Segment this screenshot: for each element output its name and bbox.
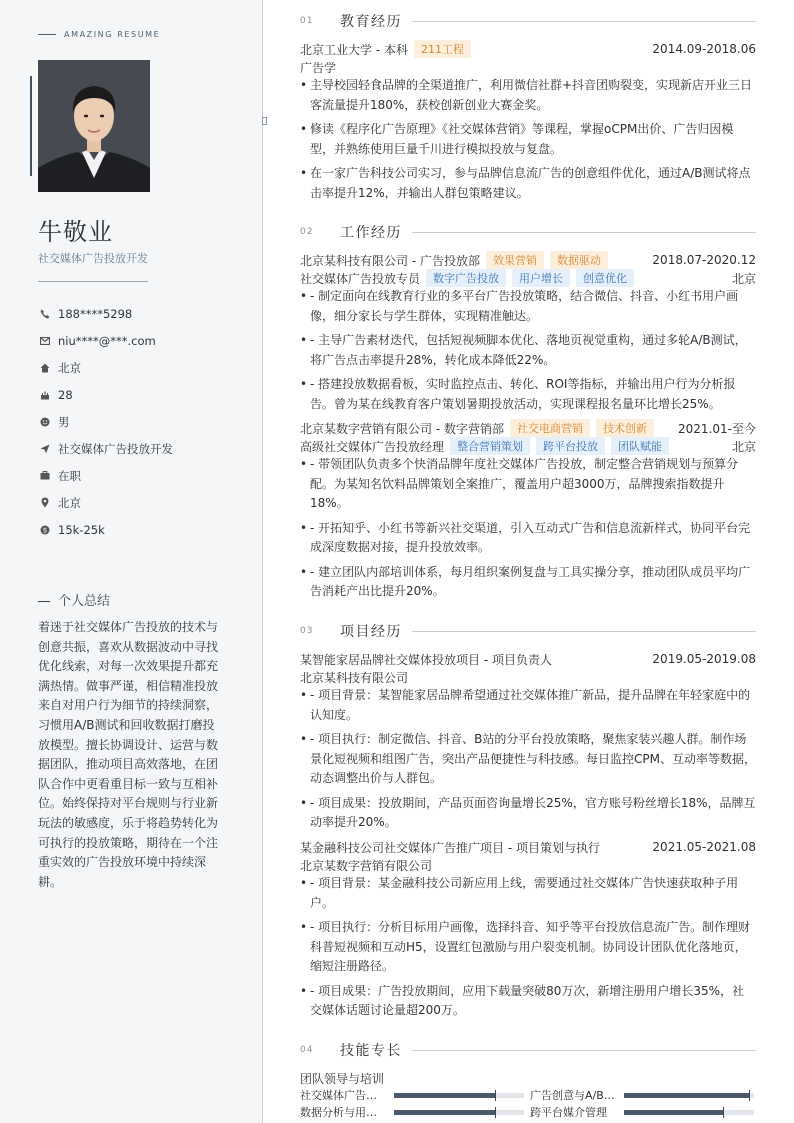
skill-item [530, 1087, 754, 1103]
home-icon [38, 361, 52, 375]
list-item: • - 主导广告素材迭代，包括短视频脚本优化、落地页视觉重构，通过多轮A/B测试，将广告点击率提升28%，转化成本降低22%。 [300, 331, 756, 370]
project-dates: 2019.05-2019.08 [652, 652, 756, 666]
job-company: 北京某科技有限公司 - 广告投放部 [300, 253, 480, 268]
education-dates: 2014.09-2018.06 [652, 42, 756, 56]
skill-bar-marker [495, 1090, 496, 1101]
skill-label: 广告创意与A/B… [530, 1089, 615, 1102]
divider-marker [262, 117, 267, 125]
position-tag: 数字广告投放 [426, 269, 506, 287]
project-name: 某智能家居品牌社交媒体投放项目 - 项目负责人 [300, 652, 552, 667]
section-number: 03 [300, 626, 314, 636]
info-phone [38, 300, 173, 327]
job-city: 北京 [731, 439, 756, 454]
info-age-text: 28 [58, 387, 73, 402]
list-item: • - 带领团队负责多个快消品牌年度社交媒体广告投放，制定整合营销规划与预算分配。为某知名饮料品牌策划全案推广，覆盖用户超3000万，品牌搜索指数提升18%。 [300, 455, 756, 514]
info-phone-text: 188****5298 [58, 306, 133, 321]
job-tag: 效果营销 [486, 251, 544, 269]
list-item: • 主导校园轻食品牌的全渠道推广，利用微信社群+抖音团购裂变，实现新店开业三日客流量提升180%，获校创新创业大赛金奖。 [300, 76, 756, 115]
job-company-row [300, 251, 756, 269]
list-item: • 在一家广告科技公司实习，参与品牌信息流广告的创意组件优化，通过A/B测试将点击率提升12%，并输出人群包策略建议。 [300, 164, 756, 203]
project-org: 北京某数字营销有限公司 [300, 858, 433, 873]
candidate-name: 牛敬业 [38, 218, 113, 246]
education-header [300, 11, 756, 31]
send-icon [38, 442, 52, 456]
job-bullets [300, 287, 756, 419]
salary-icon [38, 523, 52, 537]
job-position: 高级社交媒体广告投放经理 [300, 439, 445, 454]
list-item: • - 制定面向在线教育行业的多平台广告投放策略，结合微信、抖音、小红书用户画像，细分家长与学生群体，实现精准触达。 [300, 287, 756, 326]
education-bullets [300, 76, 756, 208]
info-gender [38, 408, 173, 435]
education-school-row [300, 40, 756, 58]
skill-bar-fill [394, 1110, 495, 1115]
position-tag: 整合营销策划 [450, 437, 530, 455]
skill-bar [394, 1110, 524, 1115]
position-tag: 创意优化 [576, 269, 634, 287]
education-major-row [300, 58, 756, 76]
info-age [38, 381, 173, 408]
sidebar [0, 0, 263, 1123]
info-location-text: 北京 [58, 495, 81, 510]
list-item: • - 项目执行：分析目标用户画像，选择抖音、知乎等平台投放信息流广告。制作理财科普短视频和互动H5，设置红包激励与用户裂变机制。协同设计团队优化落地页，缩短注册路径。 [300, 918, 756, 977]
info-status [38, 462, 173, 489]
position-tag: 用户增长 [512, 269, 570, 287]
skill-bar-marker [495, 1107, 496, 1118]
job-city: 北京 [731, 271, 756, 286]
job-tag: 数据驱动 [550, 251, 608, 269]
project-org-row [300, 668, 756, 686]
info-salary-text: 15k-25k [58, 522, 105, 537]
role-divider [38, 281, 148, 282]
svg-text:$: $ [42, 526, 48, 535]
section-number: 02 [300, 227, 314, 237]
skill-bar [394, 1093, 524, 1098]
list-item: • - 项目执行：制定微信、抖音、B站的分平台投放策略，聚焦家装兴趣人群。制作场景化短视频和组图广告，突出产品便捷性与科技感。每日监控CPM、互动率等数据，动态调整出价与人群包。 [300, 730, 756, 789]
job-company: 北京某数字营销有限公司 - 数字营销部 [300, 421, 504, 436]
info-status-text: 在职 [58, 468, 81, 483]
person-icon [38, 415, 52, 429]
info-home-text: 北京 [58, 360, 81, 375]
project-name-row [300, 650, 756, 668]
skill-item [300, 1104, 524, 1120]
briefcase-icon [38, 469, 52, 483]
phone-icon [38, 307, 52, 321]
profile-photo [38, 60, 150, 192]
section-title: 技能专长 [340, 1043, 402, 1059]
section-rule [412, 232, 756, 233]
section-rule [412, 1050, 756, 1051]
school-tag: 211工程 [414, 40, 471, 58]
project-dates: 2021.05-2021.08 [652, 840, 756, 854]
summary-title: 个人总结 [38, 590, 110, 609]
job-tag: 技术创新 [596, 419, 654, 437]
skill-bar-fill [624, 1110, 723, 1115]
info-home [38, 354, 173, 381]
skill-bar [624, 1110, 754, 1115]
skill-bar-marker [723, 1107, 724, 1118]
list-item: • - 建立团队内部培训体系，每月组织案例复盘与工具实操分享，推动团队成员平均广告消耗产出比提升20%。 [300, 563, 756, 602]
project-name-row [300, 838, 756, 856]
skill-label: 跨平台媒介管理 [530, 1106, 607, 1119]
list-item: • - 项目成果：投放期间，产品页面咨询量增长25%，官方账号粉丝增长18%，品牌互动率提升20%。 [300, 794, 756, 833]
email-icon [38, 334, 52, 348]
info-salary [38, 516, 173, 543]
job-position-row [300, 269, 756, 287]
list-item: • - 项目成果：广告投放期间，应用下载量突破80万次，新增注册用户增长35%，社交媒体话题讨论量超200万。 [300, 982, 756, 1021]
section-number: 01 [300, 16, 314, 26]
project-bullets [300, 874, 756, 1026]
skill-bar-fill [394, 1093, 495, 1098]
section-title: 项目经历 [340, 624, 402, 640]
project-name: 某金融科技公司社交媒体广告推广项目 - 项目策划与执行 [300, 840, 600, 855]
section-title: 教育经历 [340, 14, 402, 30]
position-tag: 团队赋能 [611, 437, 669, 455]
school-name: 北京工业大学 - 本科 [300, 42, 408, 57]
job-dates: 2018.07-2020.12 [652, 253, 756, 267]
job-position-row [300, 437, 756, 455]
photo-accent-bar [30, 76, 32, 176]
projects-header [300, 621, 756, 641]
skill-bar [624, 1093, 754, 1098]
skill-item [530, 1104, 754, 1120]
skill-bar-fill [624, 1093, 749, 1098]
job-company-row [300, 419, 756, 437]
job-bullets [300, 455, 756, 607]
info-target-role [38, 435, 173, 462]
skill-item [300, 1087, 524, 1103]
job-position: 社交媒体广告投放专员 [300, 271, 421, 286]
project-bullets [300, 686, 756, 838]
list-item: • 修读《程序化广告原理》《社交媒体营销》等课程，掌握oCPM出价、广告归因模型，并熟练使用巨量千川进行模拟投放与复盘。 [300, 120, 756, 159]
list-item: • - 开拓知乎、小红书等新兴社交渠道，引入互动式广告和信息流新样式，协同平台完成深度数据对接，提升投放效率。 [300, 519, 756, 558]
project-org-row [300, 856, 756, 874]
job-dates: 2021.01-至今 [678, 421, 756, 436]
work-header [300, 222, 756, 242]
info-email [38, 327, 173, 354]
skill-item [300, 1069, 756, 1087]
info-location [38, 489, 173, 516]
info-email-text: niu****@***.com [58, 333, 156, 348]
brand-label: AMAZING RESUME [38, 30, 160, 39]
contact-info [38, 300, 173, 543]
cake-icon [38, 388, 52, 402]
candidate-role: 社交媒体广告投放开发 [38, 252, 148, 265]
section-rule [412, 21, 756, 22]
info-gender-text: 男 [58, 414, 70, 429]
section-number: 04 [300, 1045, 314, 1055]
position-tag: 跨平台投放 [536, 437, 605, 455]
education-major: 广告学 [300, 60, 337, 75]
skill-label: 团队领导与培训 [300, 1071, 385, 1086]
job-tag: 社交电商营销 [510, 419, 590, 437]
list-item: • - 搭建投放数据看板，实时监控点击、转化、ROI等指标，并输出用户行为分析报告。曾为某在线教育客户策划暑期投放活动，实现课程报名量环比增长25%。 [300, 375, 756, 414]
summary-text: 着迷于社交媒体广告投放的技术与创意共振，喜欢从数据波动中寻找优化线索，对每一次效果提升都充满热情。做事严谨，相信精准投放来自对用户行为细节的持续洞察，习惯用A/B测试和回收数据打磨投放模型。擅长协调设计、运营与数据团队，推动项目高效落地，在团队合作中更看重目标一致与互相补位。始终保持对平台规则与行业新玩法的敏感度，乐于将趋势转化为可执行的投放策略，期待在一个注重实效的广告投放环境中持续深耕。 [38, 620, 219, 889]
section-title: 工作经历 [340, 225, 402, 241]
skill-label: 社交媒体广告… [300, 1089, 377, 1102]
location-pin-icon [38, 496, 52, 510]
list-item: • - 项目背景：某智能家居品牌希望通过社交媒体推广新品，提升品牌在年轻家庭中的认知度。 [300, 686, 756, 725]
section-rule [412, 631, 756, 632]
skill-label: 数据分析与用… [300, 1106, 377, 1119]
info-target-role-text: 社交媒体广告投放开发 [58, 441, 173, 456]
list-item: • - 项目背景：某金融科技公司新应用上线，需要通过社交媒体广告快速获取种子用户。 [300, 874, 756, 913]
skills-header [300, 1040, 756, 1060]
skill-bar-marker [749, 1090, 750, 1101]
project-org: 北京某科技有限公司 [300, 670, 409, 685]
